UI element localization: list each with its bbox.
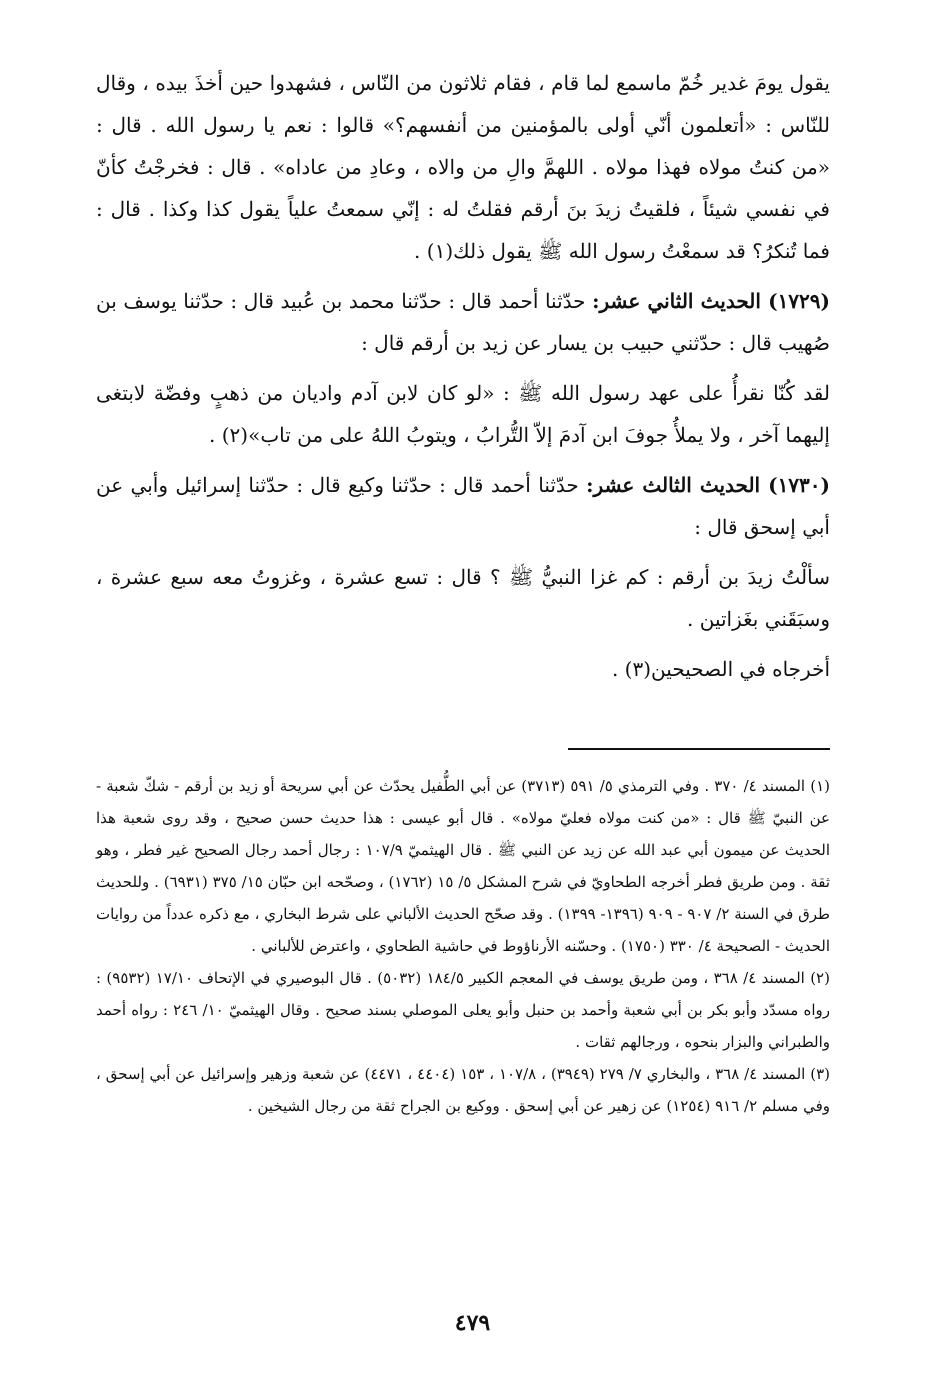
footnote-2: (٢) المسند ٤/ ٣٦٨ ، ومن طريق يوسف في المعجم الكبير ١٨٤/٥ (٥٠٣٢) . قال البوصيري في الإتحاف ١٧/١٠ (٩٥٣٢) : رواه مسدّد وأبو بكر بن أبي شعبة وأحمد بن حنبل وأبو يعلى الموصلي بسند صحيح . وقال الهيثميّ ١٠/ ٢٤٦ : رواه أحمد والطبراني والبزار بنحوه ، ورجالهم ثقات . [96,969,830,1051]
paragraph: أخرجاه في الصحيحين(٣) . [611,657,830,681]
hadith-heading: (١٧٣٠) الحديث الثالث عشر: [586,473,830,497]
footnote-separator [568,748,830,750]
paragraph: يقول يومَ غدير خُمّ ماسمع لما قام ، فقام ثلاثون من النّاس ، فشهدوا حين أخذَ بيده ، وقال للنّاس : «أتعلمون أنّي أولى بالمؤمنين من أنفسهم؟» قالوا : نعم يا رسول الله . قال : «من كنتُ مولاه فهذا مولاه . اللهمَّ والِ من والاه ، وعادِ من عاداه» . قال : فخرجْتُ كأنّ في نفسي شيئاً ، فلقيتُ زيدَ بنَ أرقم فقلتُ له : إنّي سمعتُ علياً يقول كذا وكذا . قال : فما تُنكرُ؟ قد سمعْتُ رسول الله ﷺ يقول ذلك(١) . [96,71,831,263]
page-number: ٤٧٩ [454,1310,491,1336]
footnote-1: (١) المسند ٤/ ٣٧٠ . وفي الترمذي ٥/ ٥٩١ (٣٧١٣) عن أبي الطُّفيل يحدّث عن أبي سريحة أو زيد بن أرقم - شكّ شعبة - عن النبيّ ﷺ قال : «من كنت مولاه فعليّ مولاه» . قال أبو عيسى : هذا حديث حسن صحيح ، وقد روى شعبة هذا الحديث عن ميمون أبي عبد الله عن زيد عن النبي ﷺ . قال الهيثميّ ١٠٧/٩ : رجال أحمد رجال الصحيح غير فطر ، وهو ثقة . ومن طريق فطر أخرجه الطحاويّ في شرح المشكل ٥/ ١٥ (١٧٦٢) ، وصحّحه ابن حبّان ١٥/ ٣٧٥ (٦٩٣١) . وللحديث طرق في السنة ٢/ ٩٠٧ - ٩٠٩ (١٣٩٦- ١٣٩٩) . وقد صحّح الحديث الألباني على شرط البخاري ، مع ذكره عدداً من روايات الحديث - الصحيحة ٤/ ٣٣٠ (١٧٥٠) . وحسّنه الأرناؤوط في حاشية الطحاوي ، واعترض للألباني . [96,777,831,955]
hadith-chain: حدّثنا أحمد قال : حدّثنا وكيع قال : حدّثنا إسرائيل وأبي عن أبي إسحق قال : [96,473,830,539]
main-text [96,62,830,690]
hadith-chain: حدّثنا أحمد قال : حدّثنا محمد بن عُبيد قال : حدّثنا يوسف بن صُهيب قال : حدّثني حبيب بن يسار عن زيد بن أرقم قال : [96,289,830,355]
paragraph: سألْتُ زيدَ بن أرقم : كم غزا النبيُّ ﷺ ؟ قال : تسع عشرة ، وغزوتُ معه سبع عشرة ، وسبَقَني بغَزاتين . [96,565,830,631]
footnote-3: (٣) المسند ٤/ ٣٦٨ ، والبخاري ٧/ ٢٧٩ (٣٩٤٩) ، ١٠٧/٨ ، ١٥٣ (٤٤٠٤ ، ٤٤٧١) عن شعبة وزهير وإسرائيل عن أبي إسحق ، وفي مسلم ٢/ ٩١٦ (١٢٥٤) عن زهير عن أبي إسحق . ووكيع بن الجراح ثقة من رجال الشيخين . [96,1065,830,1115]
hadith-heading: (١٧٢٩) الحديث الثاني عشر: [592,289,830,313]
footnotes [96,770,830,1122]
paragraph: لقد كُنّا نقرأُ على عهد رسول الله ﷺ : «لو كان لابن آدم واديان من ذهبٍ وفضّة لابتغى إليهما آخر ، ولا يملأُ جوفَ ابن آدمَ إلاّ التُّرابُ ، ويتوبُ اللهُ على من تاب»(٢) . [96,381,831,447]
hadith-1730 [96,464,830,548]
hadith-1729 [96,280,830,364]
